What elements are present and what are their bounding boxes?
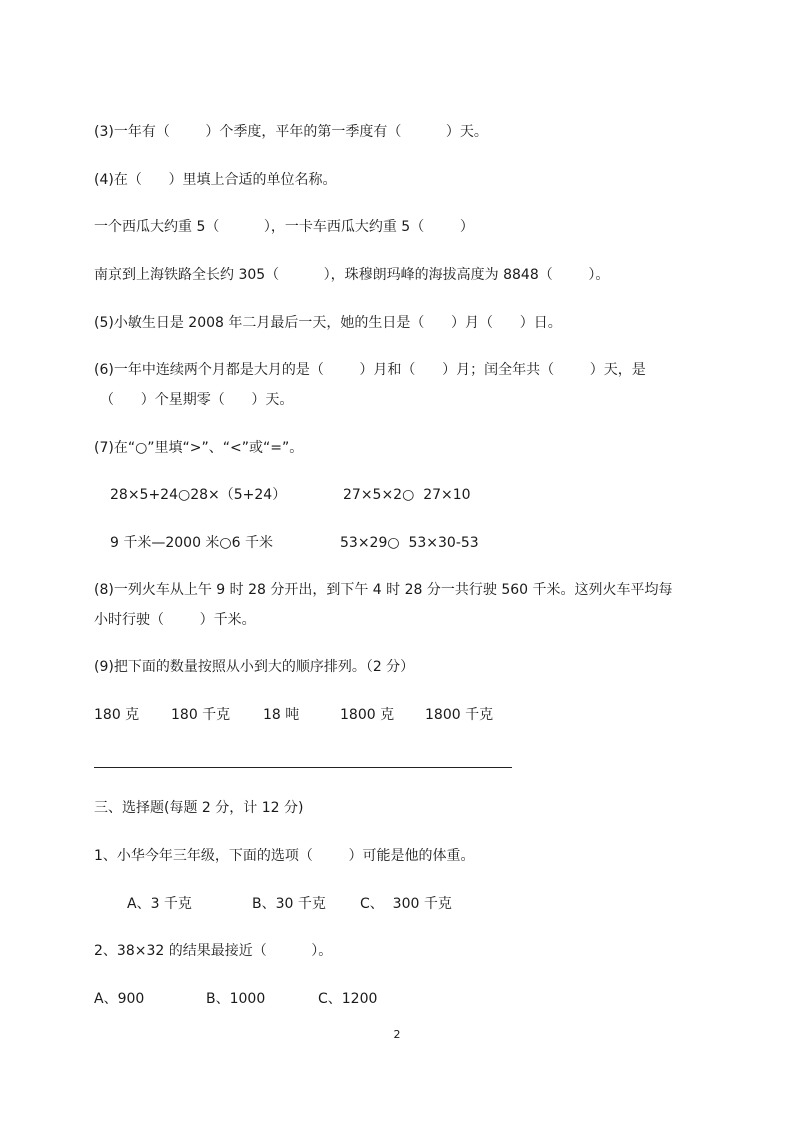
question-4: (4)在（ ）里填上合适的单位名称。 [94,172,337,188]
question-3: (3)一年有（ ）个季度，平年的第一季度有（ ）天。 [94,124,488,140]
question-7: (7)在“○”里填“>”、“<”或“=”。 [94,440,304,456]
choice-question-1: 1、小华今年三年级，下面的选项（ ）可能是他的体重。 [94,848,475,864]
quantity-item: 180 千克 [171,707,231,723]
question-6-line-2: （ ）个星期零（ ）天。 [100,392,294,408]
question-6-line-1: (6)一年中连续两个月都是大月的是（ ）月和（ ）月；闰全年共（ ）天，是 [94,362,646,378]
quantity-item: 1800 千克 [425,707,494,723]
question-4-watermelon: 一个西瓜大约重 5（ ），一卡车西瓜大约重 5（ ） [94,219,474,235]
question-7-expr-4: 53×29○ 53×30-53 [340,535,479,551]
choice-option: C、1200 [318,991,378,1007]
question-7-expr-2: 27×5×2○ 27×10 [343,487,471,503]
choice-option: C、 300 千克 [360,896,452,912]
question-5: (5)小敏生日是 2008 年二月最后一天，她的生日是（ ）月（ ）日。 [94,315,562,331]
choice-option: A、3 千克 [127,896,192,912]
quantity-item: 1800 克 [340,707,395,723]
section-3-heading: 三、选择题(每题 2 分，计 12 分) [94,800,304,816]
question-9: (9)把下面的数量按照从小到大的顺序排列。（2 分） [94,659,415,675]
quantity-item: 18 吨 [263,707,300,723]
choice-option: A、900 [94,991,145,1007]
question-8-line-1: (8)一列火车从上午 9 时 28 分开出，到下午 4 时 28 分一共行驶 560 千米。这列火车平均每 [94,582,673,598]
quantity-item: 180 克 [94,707,140,723]
question-7-expr-3: 9 千米—2000 米○6 千米 [110,535,274,551]
choice-option: B、30 千克 [252,896,326,912]
question-7-expr-1: 28×5+24○28×（5+24） [110,487,287,503]
question-4-railway: 南京到上海铁路全长约 305（ ），珠穆朗玛峰的海拔高度为 8848（ ）。 [94,267,610,283]
answer-line [94,767,512,768]
choice-question-2: 2、38×32 的结果最接近（ ）。 [94,943,333,959]
question-8-line-2: 小时行驶（ ）千米。 [94,612,256,628]
choice-option: B、1000 [206,991,266,1007]
page-number: 2 [393,1028,401,1041]
